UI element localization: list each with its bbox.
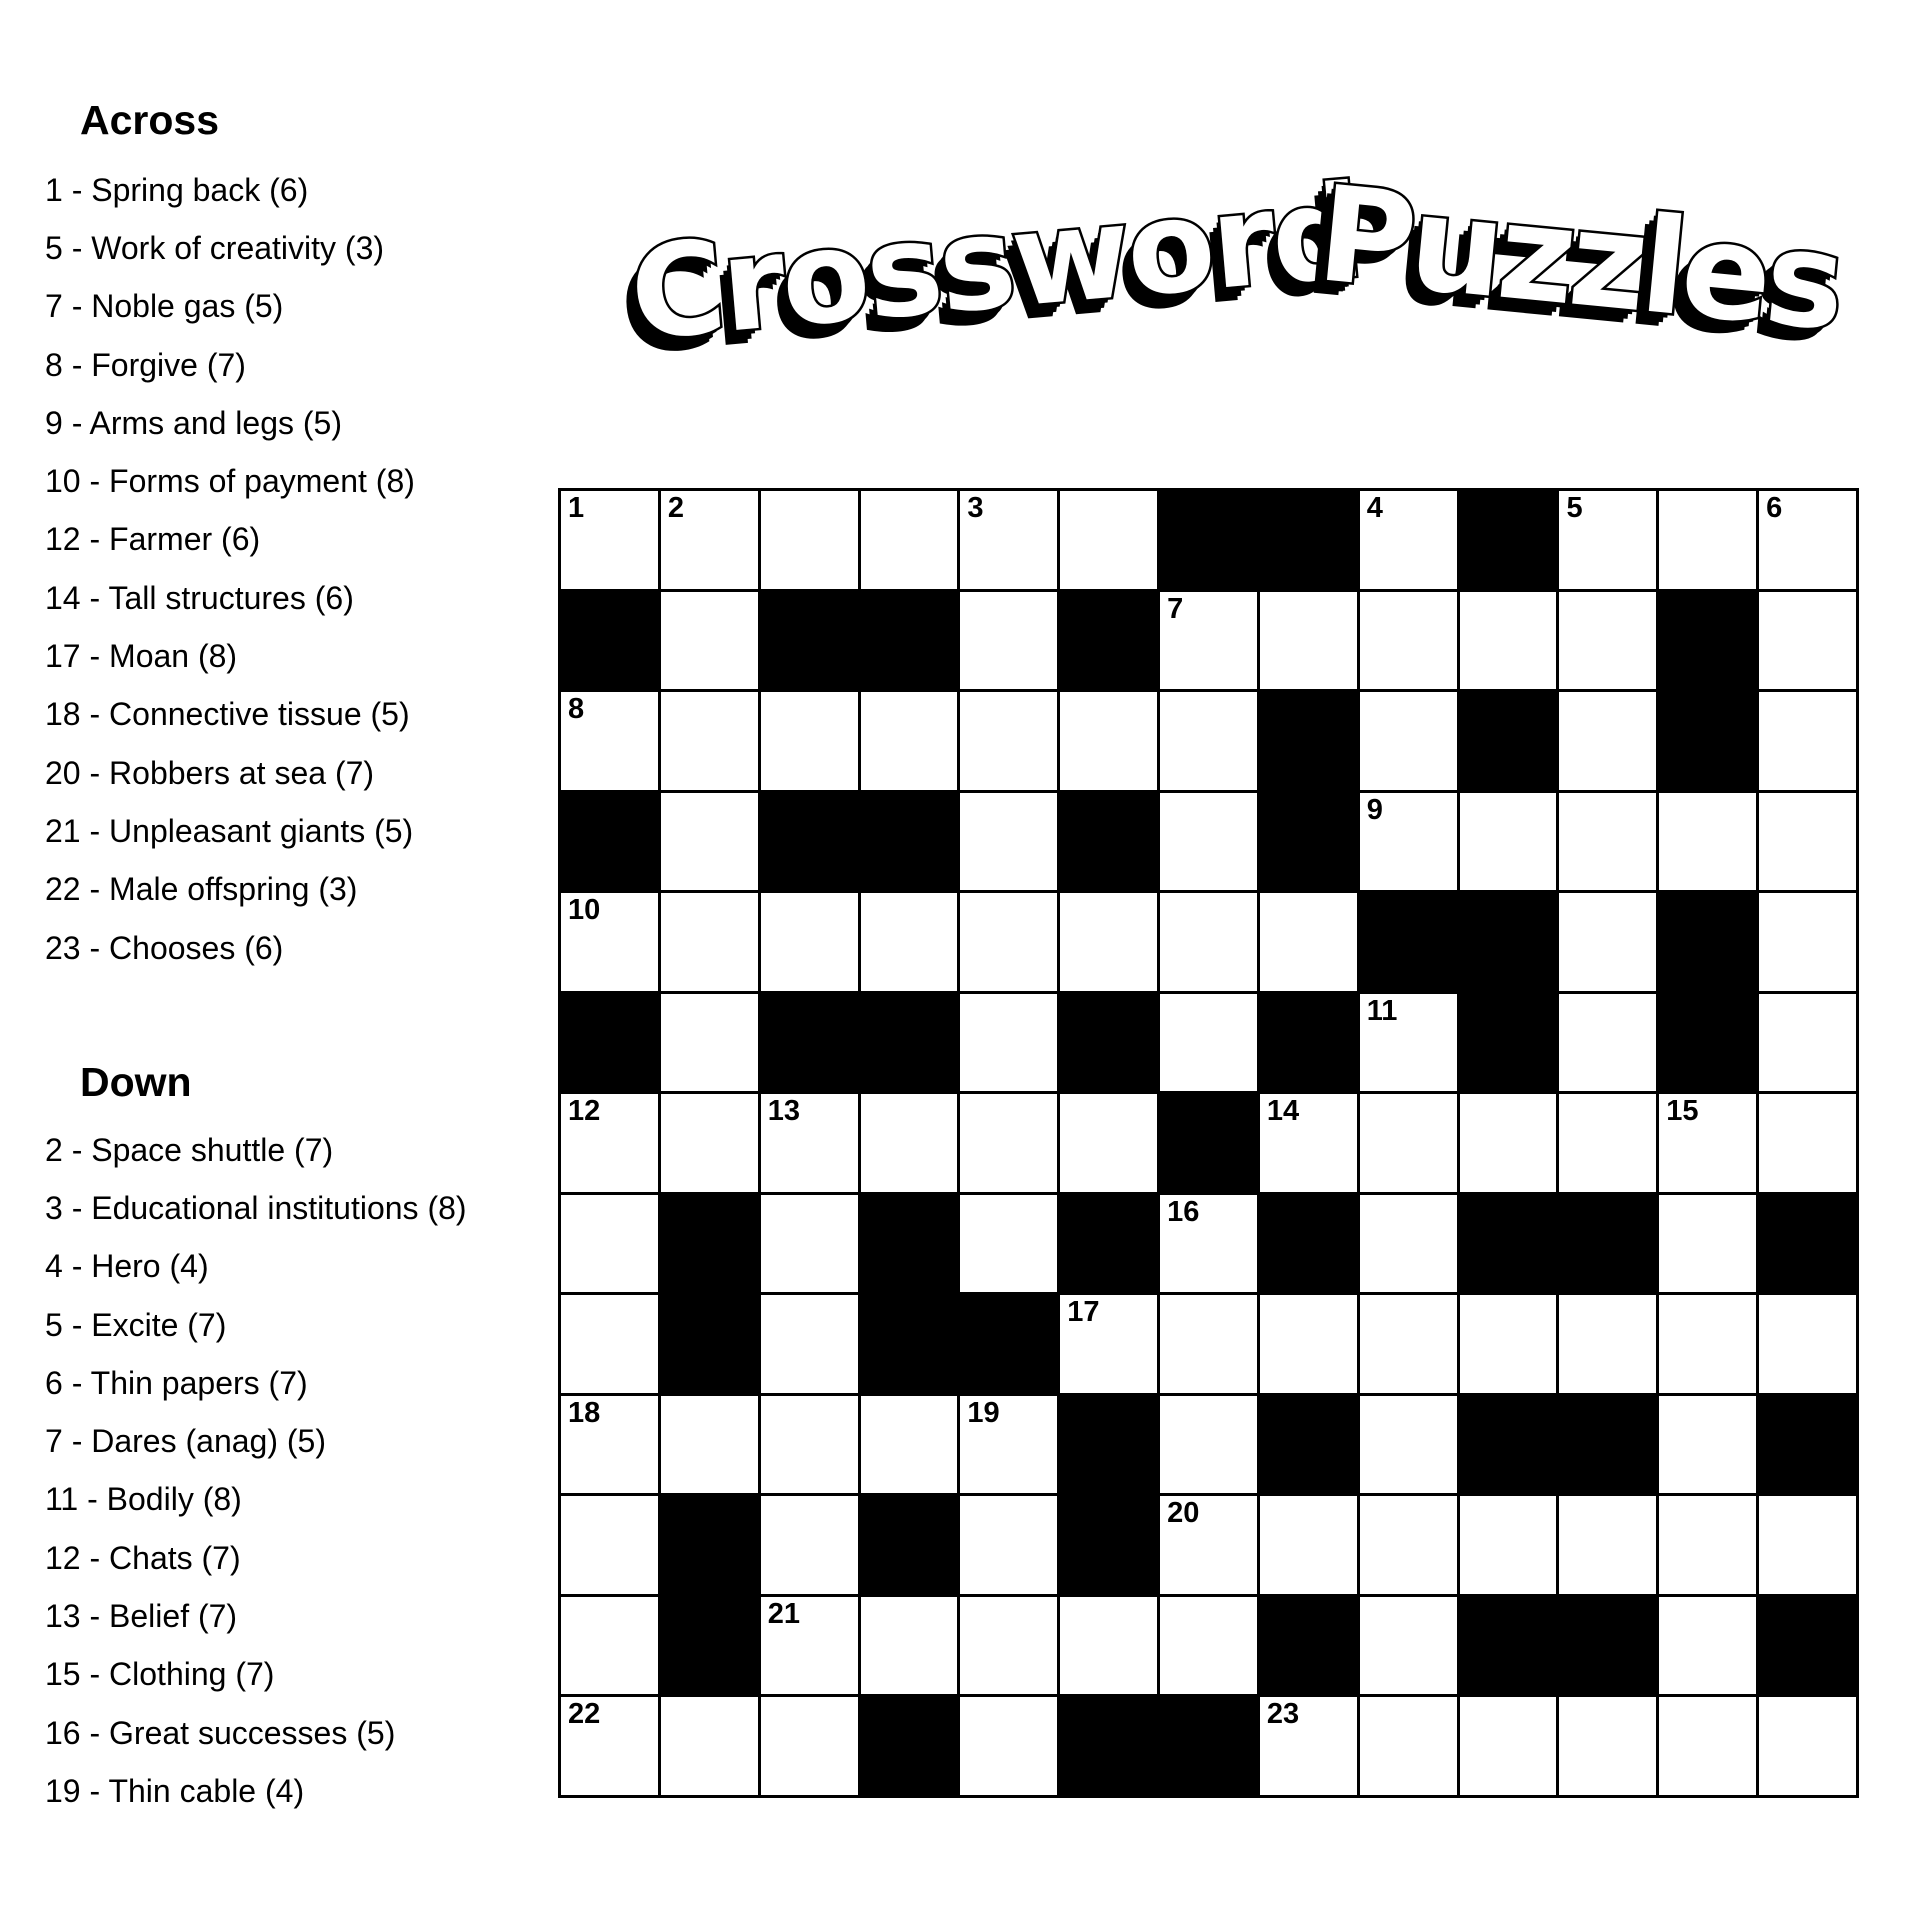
grid-cell-black: [661, 1195, 758, 1293]
cell-number: 1: [568, 492, 585, 524]
grid-cell-black: [1659, 692, 1756, 790]
down-clue-11: 11 - Bodily (8): [45, 1481, 242, 1518]
grid-cell[interactable]: [1759, 491, 1856, 589]
grid-cell[interactable]: [960, 893, 1057, 991]
grid-cell[interactable]: [1559, 1295, 1656, 1393]
grid-cell[interactable]: [861, 893, 958, 991]
grid-cell-black: [661, 1597, 758, 1695]
grid-cell-black: [1260, 994, 1357, 1092]
grid-cell[interactable]: [661, 491, 758, 589]
grid-cell-black: [1060, 1496, 1157, 1594]
down-clue-19: 19 - Thin cable (4): [45, 1772, 305, 1809]
grid-cell-black: [661, 1295, 758, 1393]
across-heading: Across: [80, 97, 220, 143]
down-clue-16: 16 - Great successes (5): [45, 1714, 396, 1751]
cell-number: 19: [967, 1396, 1000, 1429]
cell-number: 3: [967, 492, 984, 524]
grid-cell[interactable]: [561, 1396, 658, 1494]
cell-number: 12: [568, 1095, 601, 1128]
grid-cell[interactable]: [1160, 793, 1257, 891]
grid-cell[interactable]: [960, 491, 1057, 589]
grid-cell[interactable]: [1360, 994, 1457, 1092]
grid-cell[interactable]: [1659, 1195, 1756, 1293]
grid-cell[interactable]: [761, 893, 858, 991]
down-heading: Down: [80, 1059, 192, 1105]
grid-cell[interactable]: [561, 1597, 658, 1695]
grid-cell-black: [1160, 1094, 1257, 1192]
grid-cell[interactable]: [1759, 994, 1856, 1092]
cell-number: 22: [568, 1698, 601, 1731]
down-clue-2: 2 - Space shuttle (7): [45, 1131, 334, 1168]
grid-cell-black: [1559, 1396, 1656, 1494]
grid-cell[interactable]: [761, 1195, 858, 1293]
grid-cell[interactable]: [1559, 793, 1656, 891]
grid-cell-black: [761, 592, 858, 690]
grid-cell-black: [1060, 592, 1157, 690]
cell-number: 2: [667, 492, 684, 524]
down-clue-5: 5 - Excite (7): [45, 1306, 227, 1343]
grid-cell[interactable]: [960, 1597, 1057, 1695]
grid-cell-black: [1460, 692, 1557, 790]
grid-cell[interactable]: [960, 692, 1057, 790]
grid-cell[interactable]: [861, 491, 958, 589]
grid-cell[interactable]: [1360, 1697, 1457, 1795]
grid-cell[interactable]: [1360, 1295, 1457, 1393]
grid-cell-black: [861, 1195, 958, 1293]
grid-cell[interactable]: [661, 893, 758, 991]
grid-cell[interactable]: [960, 1094, 1057, 1192]
down-clue-13: 13 - Belief (7): [45, 1598, 238, 1635]
grid-cell[interactable]: [1759, 1697, 1856, 1795]
grid-cell[interactable]: [761, 1496, 858, 1594]
grid-cell-black: [1360, 893, 1457, 991]
grid-cell[interactable]: [761, 1597, 858, 1695]
across-clue-9: 9 - Arms and legs (5): [45, 404, 342, 441]
grid-cell-black: [1260, 1195, 1357, 1293]
grid-cell[interactable]: [661, 1697, 758, 1795]
cell-number: 14: [1266, 1095, 1300, 1128]
grid-cell[interactable]: [1260, 1295, 1357, 1393]
grid-cell[interactable]: [861, 1597, 958, 1695]
grid-cell[interactable]: [1360, 1195, 1457, 1293]
grid-cell[interactable]: [960, 994, 1057, 1092]
grid-cell[interactable]: [761, 692, 858, 790]
across-clue-20: 20 - Robbers at sea (7): [45, 754, 375, 791]
across-clue-18: 18 - Connective tissue (5): [45, 696, 410, 733]
grid-cell[interactable]: [761, 1295, 858, 1393]
grid-cell[interactable]: [561, 692, 658, 790]
cell-number: 18: [568, 1396, 601, 1429]
grid-cell-black: [1060, 1697, 1157, 1795]
grid-cell[interactable]: [1759, 793, 1856, 891]
grid-cell[interactable]: [960, 793, 1057, 891]
cell-number: 6: [1766, 492, 1783, 524]
grid-cell[interactable]: [1060, 1094, 1157, 1192]
grid-cell-black: [1060, 1396, 1157, 1494]
across-clue-8: 8 - Forgive (7): [45, 346, 246, 383]
grid-cell-black: [1460, 1597, 1557, 1695]
grid-cell[interactable]: [1360, 491, 1457, 589]
grid-cell[interactable]: [861, 1094, 958, 1192]
grid-cell[interactable]: [661, 592, 758, 690]
grid-cell-black: [1460, 1396, 1557, 1494]
grid-cell[interactable]: [1460, 1295, 1557, 1393]
cell-number: 5: [1566, 492, 1583, 524]
grid-cell-black: [1460, 1195, 1557, 1293]
grid-cell[interactable]: [861, 1396, 958, 1494]
grid-cell[interactable]: [1060, 491, 1157, 589]
cell-number: 9: [1366, 793, 1383, 826]
grid-cell-black: [1759, 1396, 1856, 1494]
grid-cell[interactable]: [1260, 1697, 1357, 1795]
cell-number: 17: [1067, 1296, 1100, 1329]
grid-cell[interactable]: [1360, 1597, 1457, 1695]
grid-cell-black: [1659, 592, 1756, 690]
grid-cell-black: [1559, 1597, 1656, 1695]
grid-cell[interactable]: [1460, 1496, 1557, 1594]
grid-cell-black: [761, 793, 858, 891]
grid-cell[interactable]: [561, 1094, 658, 1192]
grid-cell-black: [861, 1295, 958, 1393]
grid-cell[interactable]: [1160, 1295, 1257, 1393]
grid-cell[interactable]: [1160, 1496, 1257, 1594]
cell-number: 4: [1366, 492, 1383, 524]
grid-cell[interactable]: [960, 1697, 1057, 1795]
grid-cell[interactable]: [1759, 1295, 1856, 1393]
across-clue-12: 12 - Farmer (6): [45, 521, 261, 558]
across-clue-7: 7 - Noble gas (5): [45, 288, 284, 325]
grid-cell[interactable]: [1460, 793, 1557, 891]
grid-cell[interactable]: [1160, 692, 1257, 790]
grid-cell[interactable]: [1160, 592, 1257, 690]
grid-cell[interactable]: [1460, 592, 1557, 690]
grid-cell-black: [1659, 893, 1756, 991]
grid-cell[interactable]: [1559, 592, 1656, 690]
grid-cell-black: [1060, 793, 1157, 891]
grid-cell[interactable]: [1759, 1496, 1856, 1594]
down-clue-15: 15 - Clothing (7): [45, 1656, 275, 1693]
cell-number: 16: [1167, 1195, 1200, 1228]
grid-cell-black: [1260, 692, 1357, 790]
grid-cell[interactable]: [561, 1496, 658, 1594]
cell-number: 23: [1266, 1698, 1300, 1731]
grid-cell[interactable]: [1160, 1195, 1257, 1293]
down-clue-6: 6 - Thin papers (7): [45, 1364, 308, 1401]
grid-cell[interactable]: [1360, 1396, 1457, 1494]
cell-number: 15: [1666, 1095, 1699, 1128]
grid-cell[interactable]: [761, 1094, 858, 1192]
grid-cell[interactable]: [1659, 1496, 1756, 1594]
grid-cell-black: [1060, 1195, 1157, 1293]
grid-cell[interactable]: [1659, 793, 1756, 891]
grid-cell[interactable]: [1759, 592, 1856, 690]
grid-cell[interactable]: [960, 1396, 1057, 1494]
grid-cell[interactable]: [1460, 1697, 1557, 1795]
grid-cell-black: [1160, 491, 1257, 589]
grid-cell[interactable]: [1559, 994, 1656, 1092]
grid-cell[interactable]: [561, 893, 658, 991]
grid-cell[interactable]: [561, 1697, 658, 1795]
cell-number: 20: [1167, 1497, 1200, 1530]
grid-cell[interactable]: [1360, 793, 1457, 891]
grid-cell-black: [1759, 1597, 1856, 1695]
cell-number: 7: [1167, 592, 1184, 625]
grid-cell[interactable]: [1260, 1496, 1357, 1594]
grid-cell[interactable]: [1460, 1094, 1557, 1192]
grid-cell[interactable]: [1559, 491, 1656, 589]
across-clue-22: 22 - Male offspring (3): [45, 871, 358, 908]
grid-cell[interactable]: [1559, 1094, 1656, 1192]
grid-cell[interactable]: [1360, 1496, 1457, 1594]
grid-cell-black: [1759, 1195, 1856, 1293]
across-clue-5: 5 - Work of creativity (3): [45, 229, 385, 266]
grid-cell[interactable]: [761, 1396, 858, 1494]
grid-cell[interactable]: [1260, 893, 1357, 991]
down-clue-7: 7 - Dares (anag) (5): [45, 1423, 326, 1460]
down-clue-3: 3 - Educational institutions (8): [45, 1189, 467, 1226]
grid-cell[interactable]: [1559, 893, 1656, 991]
grid-cell-black: [761, 994, 858, 1092]
grid-cell[interactable]: [1759, 893, 1856, 991]
grid-cell[interactable]: [661, 692, 758, 790]
grid-cell[interactable]: [661, 793, 758, 891]
grid-cell[interactable]: [1260, 592, 1357, 690]
grid-cell[interactable]: [761, 491, 858, 589]
cell-number: 13: [767, 1095, 800, 1128]
grid-cell[interactable]: [1160, 1396, 1257, 1494]
grid-cell-black: [1559, 1195, 1656, 1293]
grid-cell[interactable]: [1659, 1396, 1756, 1494]
grid-cell[interactable]: [1759, 1094, 1856, 1192]
across-clue-17: 17 - Moan (8): [45, 638, 238, 675]
grid-cell[interactable]: [1160, 1597, 1257, 1695]
grid-cell[interactable]: [1559, 692, 1656, 790]
grid-cell-black: [1260, 1597, 1357, 1695]
across-clue-14: 14 - Tall structures (6): [45, 579, 354, 616]
down-clues: [45, 1121, 467, 1821]
grid-cell-black: [861, 1496, 958, 1594]
grid-cell[interactable]: [1060, 692, 1157, 790]
grid-cell[interactable]: [960, 1195, 1057, 1293]
grid-cell-black: [1460, 994, 1557, 1092]
grid-cell[interactable]: [960, 592, 1057, 690]
grid-cell-black: [960, 1295, 1057, 1393]
grid-cell[interactable]: [1559, 1697, 1656, 1795]
grid-cell-black: [1460, 893, 1557, 991]
page-title-word-puzzles: Puzzles: [1311, 157, 1847, 361]
grid-cell[interactable]: [1060, 1295, 1157, 1393]
grid-cell[interactable]: [861, 692, 958, 790]
grid-cell[interactable]: [661, 994, 758, 1092]
grid-cell[interactable]: [1659, 491, 1756, 589]
grid-cell[interactable]: [1160, 893, 1257, 991]
grid-cell[interactable]: [561, 1195, 658, 1293]
grid-cell[interactable]: [1360, 692, 1457, 790]
across-clue-10: 10 - Forms of payment (8): [45, 463, 415, 500]
grid-cell-black: [1060, 994, 1157, 1092]
across-clue-1: 1 - Spring back (6): [45, 171, 309, 208]
grid-cell-black: [1460, 491, 1557, 589]
cell-number: 8: [568, 693, 585, 726]
grid-cell[interactable]: [960, 1496, 1057, 1594]
grid-cell[interactable]: [561, 491, 658, 589]
grid-cell[interactable]: [1659, 1295, 1756, 1393]
grid-cell[interactable]: [561, 1295, 658, 1393]
grid-cell[interactable]: [1759, 692, 1856, 790]
grid-cell[interactable]: [1060, 1597, 1157, 1695]
grid-cell-black: [861, 592, 958, 690]
grid-cell-black: [1160, 1697, 1257, 1795]
grid-cell-black: [561, 592, 658, 690]
grid-cell[interactable]: [1659, 1597, 1756, 1695]
grid-cell[interactable]: [661, 1094, 758, 1192]
grid-cell[interactable]: [661, 1396, 758, 1494]
grid-cell[interactable]: [761, 1697, 858, 1795]
grid-cell-black: [661, 1496, 758, 1594]
grid-cell-black: [861, 793, 958, 891]
grid-cell-black: [861, 994, 958, 1092]
grid-cell-black: [1260, 491, 1357, 589]
cell-number: 11: [1366, 994, 1398, 1027]
across-clue-23: 23 - Chooses (6): [45, 929, 284, 966]
grid-cell[interactable]: [1260, 1094, 1357, 1192]
grid-cell[interactable]: [1360, 1094, 1457, 1192]
grid-cell[interactable]: [1060, 893, 1157, 991]
grid-cell-black: [1659, 994, 1756, 1092]
page-title-word-crossword: Crossword: [624, 157, 1367, 370]
grid-cell[interactable]: [1659, 1697, 1756, 1795]
grid-cell[interactable]: [1360, 592, 1457, 690]
grid-cell-black: [1260, 1396, 1357, 1494]
cell-number: 21: [767, 1597, 800, 1630]
grid-cell[interactable]: [1160, 994, 1257, 1092]
across-clue-21: 21 - Unpleasant giants (5): [45, 812, 414, 849]
grid-cell-black: [1260, 793, 1357, 891]
grid-cell-black: [861, 1697, 958, 1795]
grid-cell[interactable]: [1559, 1496, 1656, 1594]
down-clue-12: 12 - Chats (7): [45, 1539, 241, 1576]
across-clues: [45, 161, 415, 977]
crossword-grid: [558, 488, 1859, 1798]
grid-cell-black: [561, 793, 658, 891]
grid-cell-black: [561, 994, 658, 1092]
cell-number: 10: [568, 894, 601, 927]
grid-cell[interactable]: [1659, 1094, 1756, 1192]
down-clue-4: 4 - Hero (4): [45, 1248, 209, 1285]
